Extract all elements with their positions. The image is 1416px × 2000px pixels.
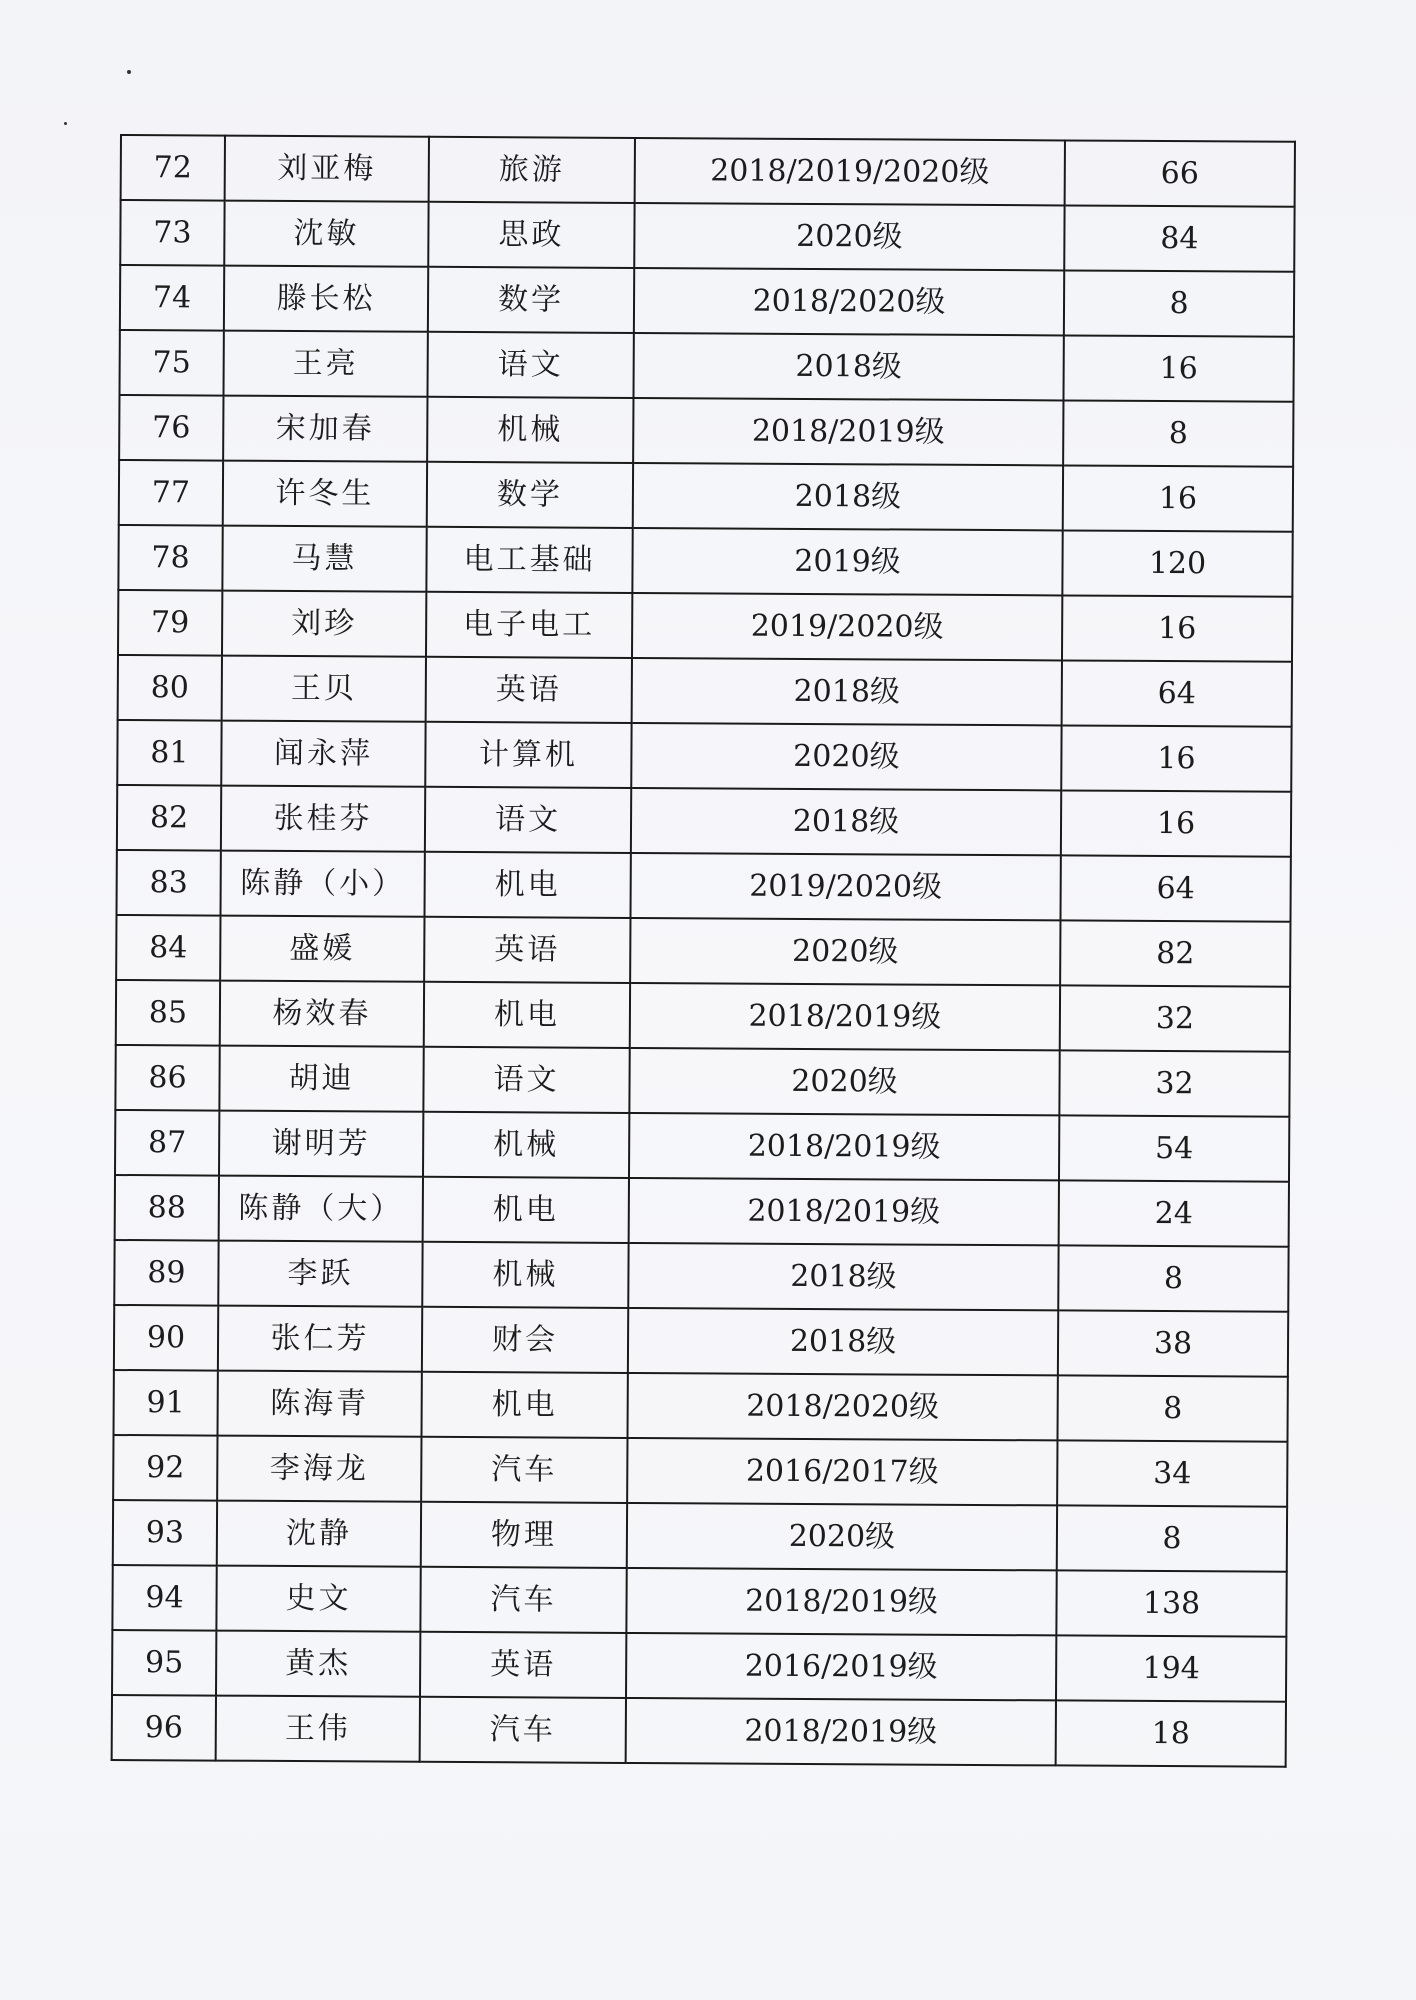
teacher-name-cell: 王亮	[223, 331, 427, 397]
hours-cell: 32	[1059, 1050, 1289, 1116]
hours-cell: 34	[1057, 1440, 1287, 1506]
hours-cell: 84	[1064, 205, 1294, 271]
subject-cell: 语文	[423, 1047, 629, 1113]
row-number-cell: 80	[118, 655, 222, 721]
subject-cell: 语文	[427, 332, 633, 398]
hours-cell: 120	[1062, 530, 1292, 596]
grade-cell: 2018/2019级	[630, 983, 1060, 1050]
teacher-name-cell: 刘亚梅	[225, 136, 429, 202]
row-number-cell: 84	[116, 915, 220, 981]
row-number-cell: 73	[120, 200, 224, 266]
row-number-cell: 94	[112, 1565, 216, 1631]
grade-cell: 2018级	[632, 658, 1062, 725]
table-row	[114, 1305, 1288, 1377]
subject-cell: 汽车	[421, 1437, 627, 1503]
grade-cell: 2018级	[628, 1243, 1058, 1310]
hours-cell: 54	[1059, 1115, 1289, 1181]
hours-cell: 24	[1059, 1180, 1289, 1246]
subject-cell: 机械	[423, 1112, 629, 1178]
subject-cell: 财会	[422, 1307, 628, 1373]
grade-cell: 2016/2017级	[627, 1438, 1057, 1505]
table-row	[115, 1175, 1289, 1247]
table-row	[117, 850, 1291, 922]
hours-cell: 16	[1061, 725, 1291, 791]
table-row	[119, 330, 1293, 402]
teacher-name-cell: 黄杰	[216, 1631, 420, 1697]
table-row	[120, 200, 1294, 272]
table-row	[113, 1435, 1287, 1507]
teacher-name-cell: 陈静（小）	[221, 851, 425, 917]
table-row	[112, 1695, 1286, 1767]
row-number-cell: 87	[115, 1110, 219, 1176]
row-number-cell: 76	[119, 395, 223, 461]
table-row	[114, 1240, 1288, 1312]
table-row	[114, 1370, 1288, 1442]
subject-cell: 英语	[424, 917, 630, 983]
teacher-name-cell: 宋加春	[223, 396, 427, 462]
grade-cell: 2018/2019/2020级	[635, 138, 1065, 205]
teacher-name-cell: 胡迪	[219, 1046, 423, 1112]
teacher-name-cell: 王贝	[222, 656, 426, 722]
grade-cell: 2018级	[631, 788, 1061, 855]
hours-cell: 16	[1063, 335, 1293, 401]
grade-cell: 2018/2020级	[634, 268, 1064, 335]
row-number-cell: 85	[116, 980, 220, 1046]
teacher-name-cell: 沈敏	[224, 201, 428, 267]
row-number-cell: 96	[112, 1695, 216, 1761]
row-number-cell: 90	[114, 1305, 218, 1371]
teacher-name-cell: 刘珍	[222, 591, 426, 657]
hours-cell: 8	[1057, 1375, 1287, 1441]
subject-cell: 英语	[426, 657, 632, 723]
row-number-cell: 79	[118, 590, 222, 656]
row-number-cell: 83	[117, 850, 221, 916]
grade-cell: 2018/2019级	[626, 1698, 1056, 1765]
row-number-cell: 93	[113, 1500, 217, 1566]
grade-cell: 2020级	[634, 203, 1064, 270]
teacher-name-cell: 谢明芳	[219, 1111, 423, 1177]
table-row	[118, 655, 1292, 727]
subject-cell: 电子电工	[426, 592, 632, 658]
teacher-name-cell: 闻永萍	[221, 721, 425, 787]
hours-cell: 82	[1060, 920, 1290, 986]
subject-cell: 机电	[424, 852, 630, 918]
table-row	[113, 1500, 1287, 1572]
subject-cell: 机电	[423, 1177, 629, 1243]
teacher-name-cell: 马慧	[222, 526, 426, 592]
teacher-name-cell: 史文	[216, 1566, 420, 1632]
hours-cell: 32	[1060, 985, 1290, 1051]
row-number-cell: 81	[117, 720, 221, 786]
grade-cell: 2018/2019级	[626, 1568, 1056, 1635]
row-number-cell: 95	[112, 1630, 216, 1696]
table-body	[112, 135, 1295, 1767]
teacher-name-cell: 陈海青	[218, 1371, 422, 1437]
grade-cell: 2020级	[631, 723, 1061, 790]
subject-cell: 数学	[427, 462, 633, 528]
row-number-cell: 78	[118, 525, 222, 591]
row-number-cell: 72	[121, 135, 225, 201]
row-number-cell: 91	[114, 1370, 218, 1436]
grade-cell: 2018/2019级	[629, 1113, 1059, 1180]
teacher-name-cell: 李跃	[218, 1241, 422, 1307]
table-row	[112, 1630, 1286, 1702]
teacher-name-cell: 许冬生	[223, 461, 427, 527]
hours-cell: 138	[1056, 1570, 1286, 1636]
subject-cell: 汽车	[420, 1567, 626, 1633]
row-number-cell: 86	[115, 1045, 219, 1111]
grade-cell: 2020级	[627, 1503, 1057, 1570]
subject-cell: 旅游	[429, 137, 635, 203]
row-number-cell: 82	[117, 785, 221, 851]
scan-speck	[127, 70, 131, 74]
hours-cell: 194	[1056, 1635, 1286, 1701]
grade-cell: 2018级	[633, 333, 1063, 400]
subject-cell: 英语	[420, 1632, 626, 1698]
subject-cell: 数学	[428, 267, 634, 333]
subject-cell: 机电	[424, 982, 630, 1048]
staff-hours-table	[111, 134, 1296, 1768]
table-row	[116, 980, 1290, 1052]
row-number-cell: 92	[113, 1435, 217, 1501]
grade-cell: 2019级	[632, 528, 1062, 595]
teacher-name-cell: 张仁芳	[218, 1306, 422, 1372]
grade-cell: 2019/2020级	[630, 853, 1060, 920]
teacher-name-cell: 王伟	[216, 1696, 420, 1762]
scan-speck	[64, 122, 67, 125]
table-row	[115, 1045, 1289, 1117]
row-number-cell: 89	[114, 1240, 218, 1306]
grade-cell: 2018级	[628, 1308, 1058, 1375]
table-row	[117, 720, 1291, 792]
row-number-cell: 77	[119, 460, 223, 526]
hours-cell: 64	[1062, 660, 1292, 726]
table-row	[119, 395, 1293, 467]
teacher-name-cell: 李海龙	[217, 1436, 421, 1502]
subject-cell: 电工基础	[426, 527, 632, 593]
hours-cell: 8	[1058, 1245, 1288, 1311]
subject-cell: 思政	[428, 202, 634, 268]
grade-cell: 2020级	[629, 1048, 1059, 1115]
grade-cell: 2018/2019级	[633, 398, 1063, 465]
hours-cell: 8	[1063, 400, 1293, 466]
subject-cell: 机械	[422, 1242, 628, 1308]
table-row	[121, 135, 1295, 207]
hours-cell: 66	[1065, 140, 1295, 206]
teacher-name-cell: 陈静（大）	[219, 1176, 423, 1242]
grade-cell: 2019/2020级	[632, 593, 1062, 660]
teacher-name-cell: 滕长松	[224, 266, 428, 332]
subject-cell: 计算机	[425, 722, 631, 788]
hours-cell: 38	[1058, 1310, 1288, 1376]
subject-cell: 机电	[422, 1372, 628, 1438]
table-row	[116, 915, 1290, 987]
teacher-name-cell: 沈静	[217, 1501, 421, 1567]
table-row	[115, 1110, 1289, 1182]
grade-cell: 2018/2020级	[627, 1373, 1057, 1440]
subject-cell: 物理	[421, 1502, 627, 1568]
table-row	[118, 525, 1292, 597]
table-row	[120, 265, 1294, 337]
teacher-name-cell: 盛媛	[220, 916, 424, 982]
hours-cell: 64	[1060, 855, 1290, 921]
hours-cell: 18	[1056, 1700, 1286, 1766]
teacher-name-cell: 张桂芬	[221, 786, 425, 852]
row-number-cell: 74	[120, 265, 224, 331]
row-number-cell: 88	[115, 1175, 219, 1241]
hours-cell: 16	[1061, 790, 1291, 856]
subject-cell: 汽车	[420, 1697, 626, 1763]
table-row	[112, 1565, 1286, 1637]
grade-cell: 2018/2019级	[629, 1178, 1059, 1245]
table-row	[119, 460, 1293, 532]
grade-cell: 2018级	[633, 463, 1063, 530]
subject-cell: 语文	[425, 787, 631, 853]
hours-cell: 8	[1057, 1505, 1287, 1571]
grade-cell: 2020级	[630, 918, 1060, 985]
hours-cell: 16	[1063, 465, 1293, 531]
hours-cell: 16	[1062, 595, 1292, 661]
teacher-name-cell: 杨效春	[220, 981, 424, 1047]
table-row	[118, 590, 1292, 662]
hours-cell: 8	[1064, 270, 1294, 336]
grade-cell: 2016/2019级	[626, 1633, 1056, 1700]
subject-cell: 机械	[427, 397, 633, 463]
staff-hours-table-wrapper	[111, 134, 1294, 1768]
table-row	[117, 785, 1291, 857]
row-number-cell: 75	[119, 330, 223, 396]
